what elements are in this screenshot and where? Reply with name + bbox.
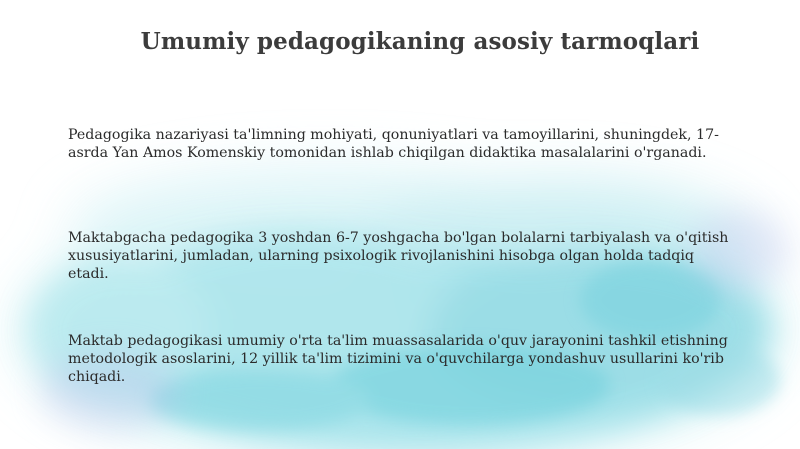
paragraph-preschool-pedagogy: Maktabgacha pedagogika 3 yoshdan 6-7 yoshgacha bo'lgan bolalarni tarbiyalash va o'qitish xususiyatlarini, jumladan, ularning psixologik rivojlanishini hisobga olgan holda tadqiq etadi. <box>68 230 729 282</box>
paragraph-school-pedagogy: Maktab pedagogikasi umumiy o'rta ta'lim muassasalarida o'quv jarayonini tashkil etishning metodologik asoslarini, 12 yillik ta'lim tizimini va o'quvchilarga yondashuv usullarini ko'rib chiqadi. <box>68 333 728 385</box>
paragraph-pedagogy-theory: Pedagogika nazariyasi ta'limning mohiyati, qonuniyatlari va tamoyillarini, shuningdek, 17-asrda Yan Amos Komenskiy tomonidan ishlab chiqilgan didaktika masalalarini o'rganadi. <box>68 127 719 161</box>
slide-title: Umumiy pedagogikaning asosiy tarmoqlari <box>140 28 700 55</box>
